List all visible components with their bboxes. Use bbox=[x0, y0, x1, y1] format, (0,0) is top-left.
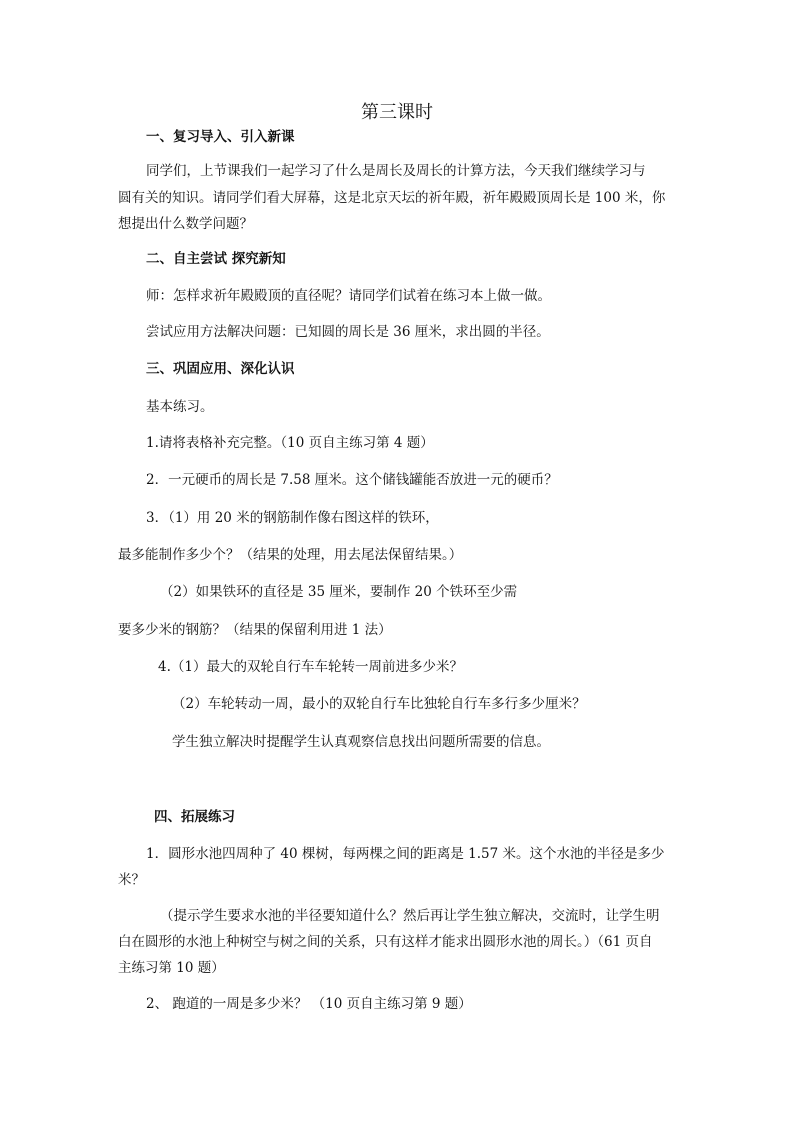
section-4-hint-line-1: （提示学生要求水池的半径要知道什么？然后再让学生独立解决，交流时，让学生明 bbox=[160, 908, 660, 924]
section-2-paragraph-1: 师：怎样求祈年殿殿顶的直径呢？请同学们试着在练习本上做一做。 bbox=[146, 288, 551, 304]
section-3-exercise-2: 2．一元硬币的周长是 7.58 厘米。这个储钱罐能否放进一元的硬币？ bbox=[146, 472, 558, 488]
section-3-exercise-3-part-2: （2）如果铁环的直径是 35 厘米，要制作 20 个铁环至少需 bbox=[160, 584, 518, 600]
section-3-exercise-3-part-1-cont: 最多能制作多少个？（结果的处理，用去尾法保留结果。） bbox=[118, 547, 463, 563]
section-1-heading: 一、复习导入、引入新课 bbox=[146, 129, 295, 145]
section-4-hint-line-2: 白在圆形的水池上种树空与树之间的关系，只有这样才能求出圆形水池的周长。）（61 页自 bbox=[118, 934, 653, 950]
section-1-paragraph-line-3: 想提出什么数学问题？ bbox=[118, 216, 253, 232]
section-4-heading: 四、拓展练习 bbox=[154, 809, 235, 825]
section-3-exercise-4-part-2: （2）车轮转动一周，最小的双轮自行车比独轮自行车多行多少厘米？ bbox=[172, 696, 586, 712]
section-3-note: 学生独立解决时提醒学生认真观察信息找出问题所需要的信息。 bbox=[172, 734, 550, 750]
section-3-exercise-3-part-1: 3．（1）用 20 米的钢筋制作像右图这样的铁环， bbox=[146, 510, 439, 526]
section-2-paragraph-2: 尝试应用方法解决问题：已知圆的周长是 36 厘米，求出圆的半径。 bbox=[146, 324, 550, 340]
section-4-exercise-1-line-1: 1．圆形水池四周种了 40 棵树，每两棵之间的距离是 1.57 米。这个水池的半径是多少 bbox=[146, 846, 665, 862]
section-1-paragraph-line-2: 圆有关的知识。请同学们看大屏幕，这是北京天坛的祈年殿，祈年殿殿顶周长是 100 米，你 bbox=[118, 190, 666, 206]
section-1-paragraph-line-1: 同学们，上节课我们一起学习了什么是周长及周长的计算方法，今天我们继续学习与 bbox=[146, 163, 646, 179]
section-3-exercise-4-part-1: 4.（1）最大的双轮自行车车轮转一周前进多少米？ bbox=[158, 659, 463, 675]
section-3-paragraph-1: 基本练习。 bbox=[146, 399, 214, 415]
section-4-exercise-2: 2、 跑道的一周是多少米？ （10 页自主练习第 9 题） bbox=[146, 996, 472, 1012]
section-3-exercise-3-part-2-cont: 要多少米的钢筋？（结果的保留利用进 1 法） bbox=[118, 622, 392, 638]
section-3-heading: 三、巩固应用、深化认识 bbox=[146, 361, 295, 377]
section-2-heading: 二、自主尝试 探究新知 bbox=[146, 251, 286, 267]
page-title: 第三课时 bbox=[361, 102, 433, 123]
section-4-hint-line-3: 主练习第 10 题） bbox=[118, 960, 225, 976]
section-4-exercise-1-line-2: 米？ bbox=[118, 872, 145, 888]
section-3-exercise-1: 1.请将表格补充完整。（10 页自主练习第 4 题） bbox=[146, 435, 434, 451]
